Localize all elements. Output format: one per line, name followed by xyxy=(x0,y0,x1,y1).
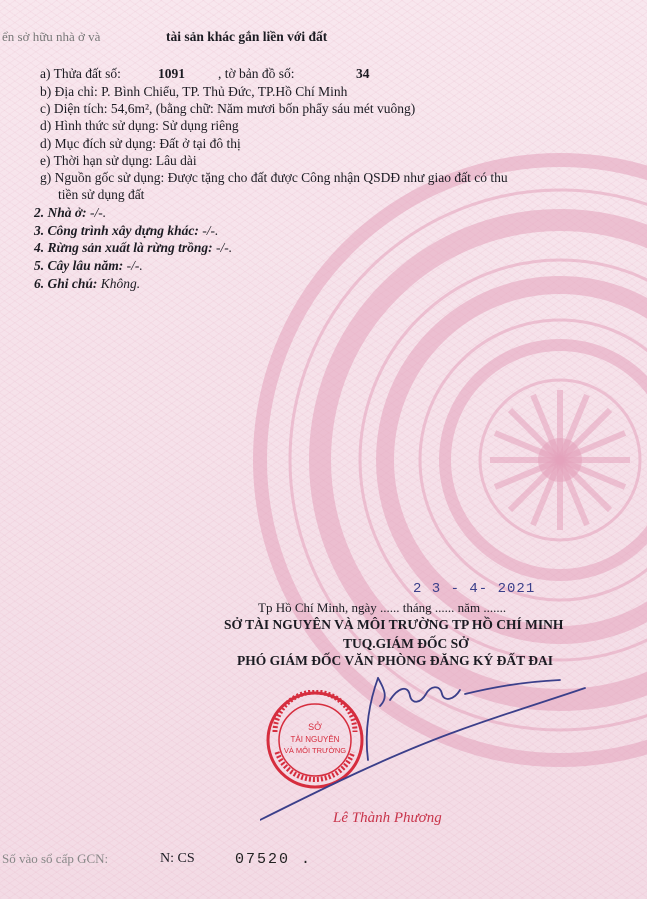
date-stamp: 2 3 - 4- 2021 xyxy=(413,581,536,597)
serial-blur: Số vào sổ cấp GCN: xyxy=(2,851,109,866)
header-prefix: ển sở hữu nhà ở và xyxy=(2,29,101,44)
usage-form-line: d) Hình thức sử dụng: Sử dụng riêng xyxy=(40,118,239,133)
section-perennial: 5. Cây lâu năm: -/-. xyxy=(34,258,143,273)
section-other-works: 3. Công trình xây dựng khác: -/-. xyxy=(34,223,219,238)
address-line: b) Địa chỉ: P. Bình Chiểu, TP. Thủ Đức, TP.Hồ Chí Minh xyxy=(40,84,348,99)
origin-line-cont: tiền sử dụng đất xyxy=(58,187,145,202)
usage-term-line: e) Thời hạn sử dụng: Lâu dài xyxy=(40,153,197,168)
section-forest: 4. Rừng sản xuất là rừng trồng: -/-. xyxy=(34,240,233,255)
area-line: c) Diện tích: 54,6m², (bằng chữ: Năm mươi bốn phẩy sáu mét vuông) xyxy=(40,101,416,116)
signer-title: PHÓ GIÁM ĐỐC VĂN PHÒNG ĐĂNG KÝ ĐẤT ĐAI xyxy=(237,653,554,668)
svg-text:VÀ MÔI TRƯỜNG: VÀ MÔI TRƯỜNG xyxy=(283,746,347,755)
usage-purpose-line: d) Mục đích sử dụng: Đất ở tại đô thị xyxy=(40,136,241,151)
authorized-role: TUQ.GIÁM ĐỐC SỞ xyxy=(343,636,469,651)
section-notes: 6. Ghi chú: Không. xyxy=(34,276,141,291)
svg-text:TÀI NGUYÊN: TÀI NGUYÊN xyxy=(290,735,340,744)
signer-name: Lê Thành Phương xyxy=(333,810,442,826)
origin-line: g) Nguồn gốc sử dụng: Được tặng cho đất được Công nhận QSDĐ như giao đất có thu xyxy=(40,170,508,185)
serial-number: 07520 . xyxy=(235,851,313,868)
header-title: tài sản khác gắn liền với đất xyxy=(166,29,328,44)
svg-text:SỞ: SỞ xyxy=(308,722,322,732)
section-house: 2. Nhà ở: -/-. xyxy=(34,205,107,220)
date-line: Tp Hồ Chí Minh, ngày ...... tháng ...... năm ....... xyxy=(258,600,507,615)
serial-prefix: N: CS xyxy=(160,851,195,866)
handwritten-signature xyxy=(260,670,590,830)
issuing-authority: SỞ TÀI NGUYÊN VÀ MÔI TRƯỜNG TP HỒ CHÍ MINH xyxy=(224,617,564,632)
parcel-number: 1091 xyxy=(158,66,185,81)
parcel-label: a) Thửa đất số: xyxy=(40,66,121,81)
map-sheet-number: 34 xyxy=(356,66,370,81)
map-sheet-label: , tờ bản đồ số: xyxy=(218,66,295,81)
